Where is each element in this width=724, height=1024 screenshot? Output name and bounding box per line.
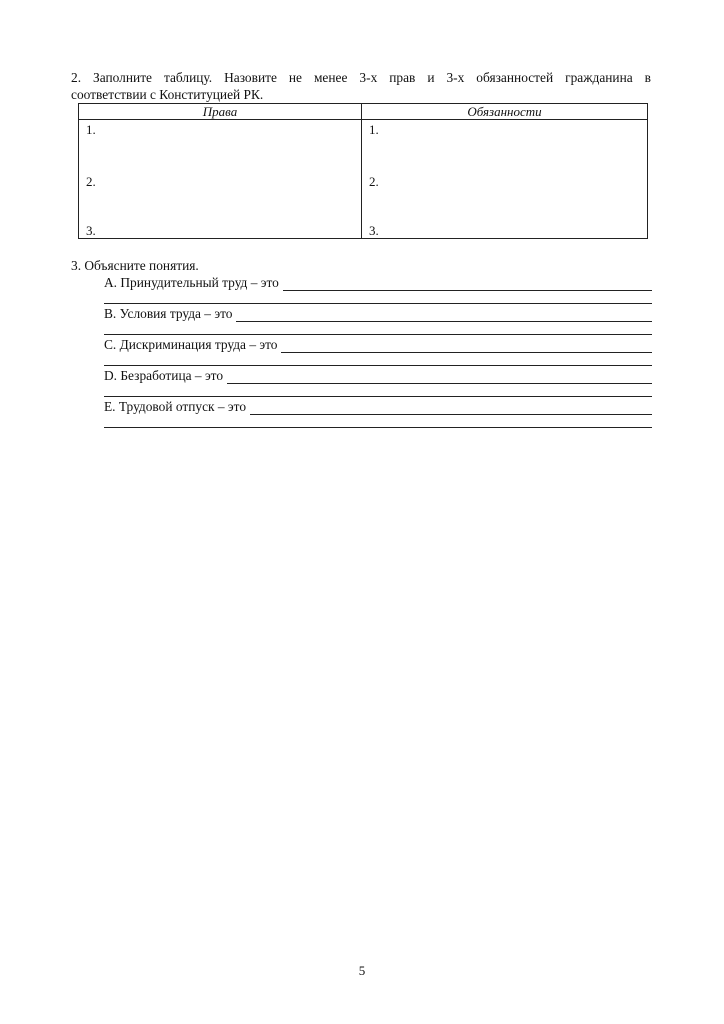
definition-term-d: D. Безработица – это (104, 368, 224, 383)
duties-num-2: 2. (369, 174, 379, 189)
rights-num-2: 2. (86, 174, 96, 189)
definition-line (104, 367, 652, 384)
definition-item (104, 336, 652, 367)
definitions-list (104, 274, 652, 429)
answer-blank-continuation[interactable] (104, 427, 652, 428)
definition-line (104, 305, 652, 322)
definition-term-b: B. Условия труда – это (104, 306, 233, 321)
definition-term-c: C. Дискриминация труда – это (104, 337, 278, 352)
definition-item (104, 274, 652, 305)
page-number: 5 (358, 963, 366, 978)
answer-blank[interactable] (236, 308, 652, 322)
answer-blank-continuation[interactable] (104, 365, 652, 366)
definition-line (104, 336, 652, 353)
task-3-title: 3. Объясните понятия. (71, 258, 199, 273)
definition-term-a: A. Принудительный труд – это (104, 275, 279, 290)
task-2-instructions (71, 69, 651, 103)
answer-blank[interactable] (227, 370, 652, 384)
header-rights: Права (79, 104, 362, 120)
definition-line (104, 274, 652, 291)
definition-item (104, 367, 652, 398)
rights-duties-table (78, 103, 648, 239)
definition-item (104, 305, 652, 336)
answer-blank-continuation[interactable] (104, 396, 652, 397)
duties-num-1: 1. (369, 122, 379, 137)
duties-num-3: 3. (369, 223, 379, 238)
rights-num-1: 1. (86, 122, 96, 137)
rights-num-3: 3. (86, 223, 96, 238)
rights-cell[interactable] (79, 120, 362, 239)
task-2-line-1: 2. Заполните таблицу. Назовите не менее 3-х прав и 3-х обязанностей гражданина в (71, 70, 651, 85)
answer-blank-continuation[interactable] (104, 303, 652, 304)
table-body-row (79, 120, 648, 239)
answer-blank[interactable] (250, 401, 652, 415)
table-header-row (79, 104, 648, 120)
task-2-line-2: соответствии с Конституцией РК. (71, 87, 264, 102)
answer-blank[interactable] (283, 277, 652, 291)
definition-item (104, 398, 652, 429)
definition-line (104, 398, 652, 415)
definition-term-e: E. Трудовой отпуск – это (104, 399, 247, 414)
answer-blank-continuation[interactable] (104, 334, 652, 335)
header-duties: Обязанности (362, 104, 648, 120)
answer-blank[interactable] (281, 339, 652, 353)
duties-cell[interactable] (362, 120, 648, 239)
